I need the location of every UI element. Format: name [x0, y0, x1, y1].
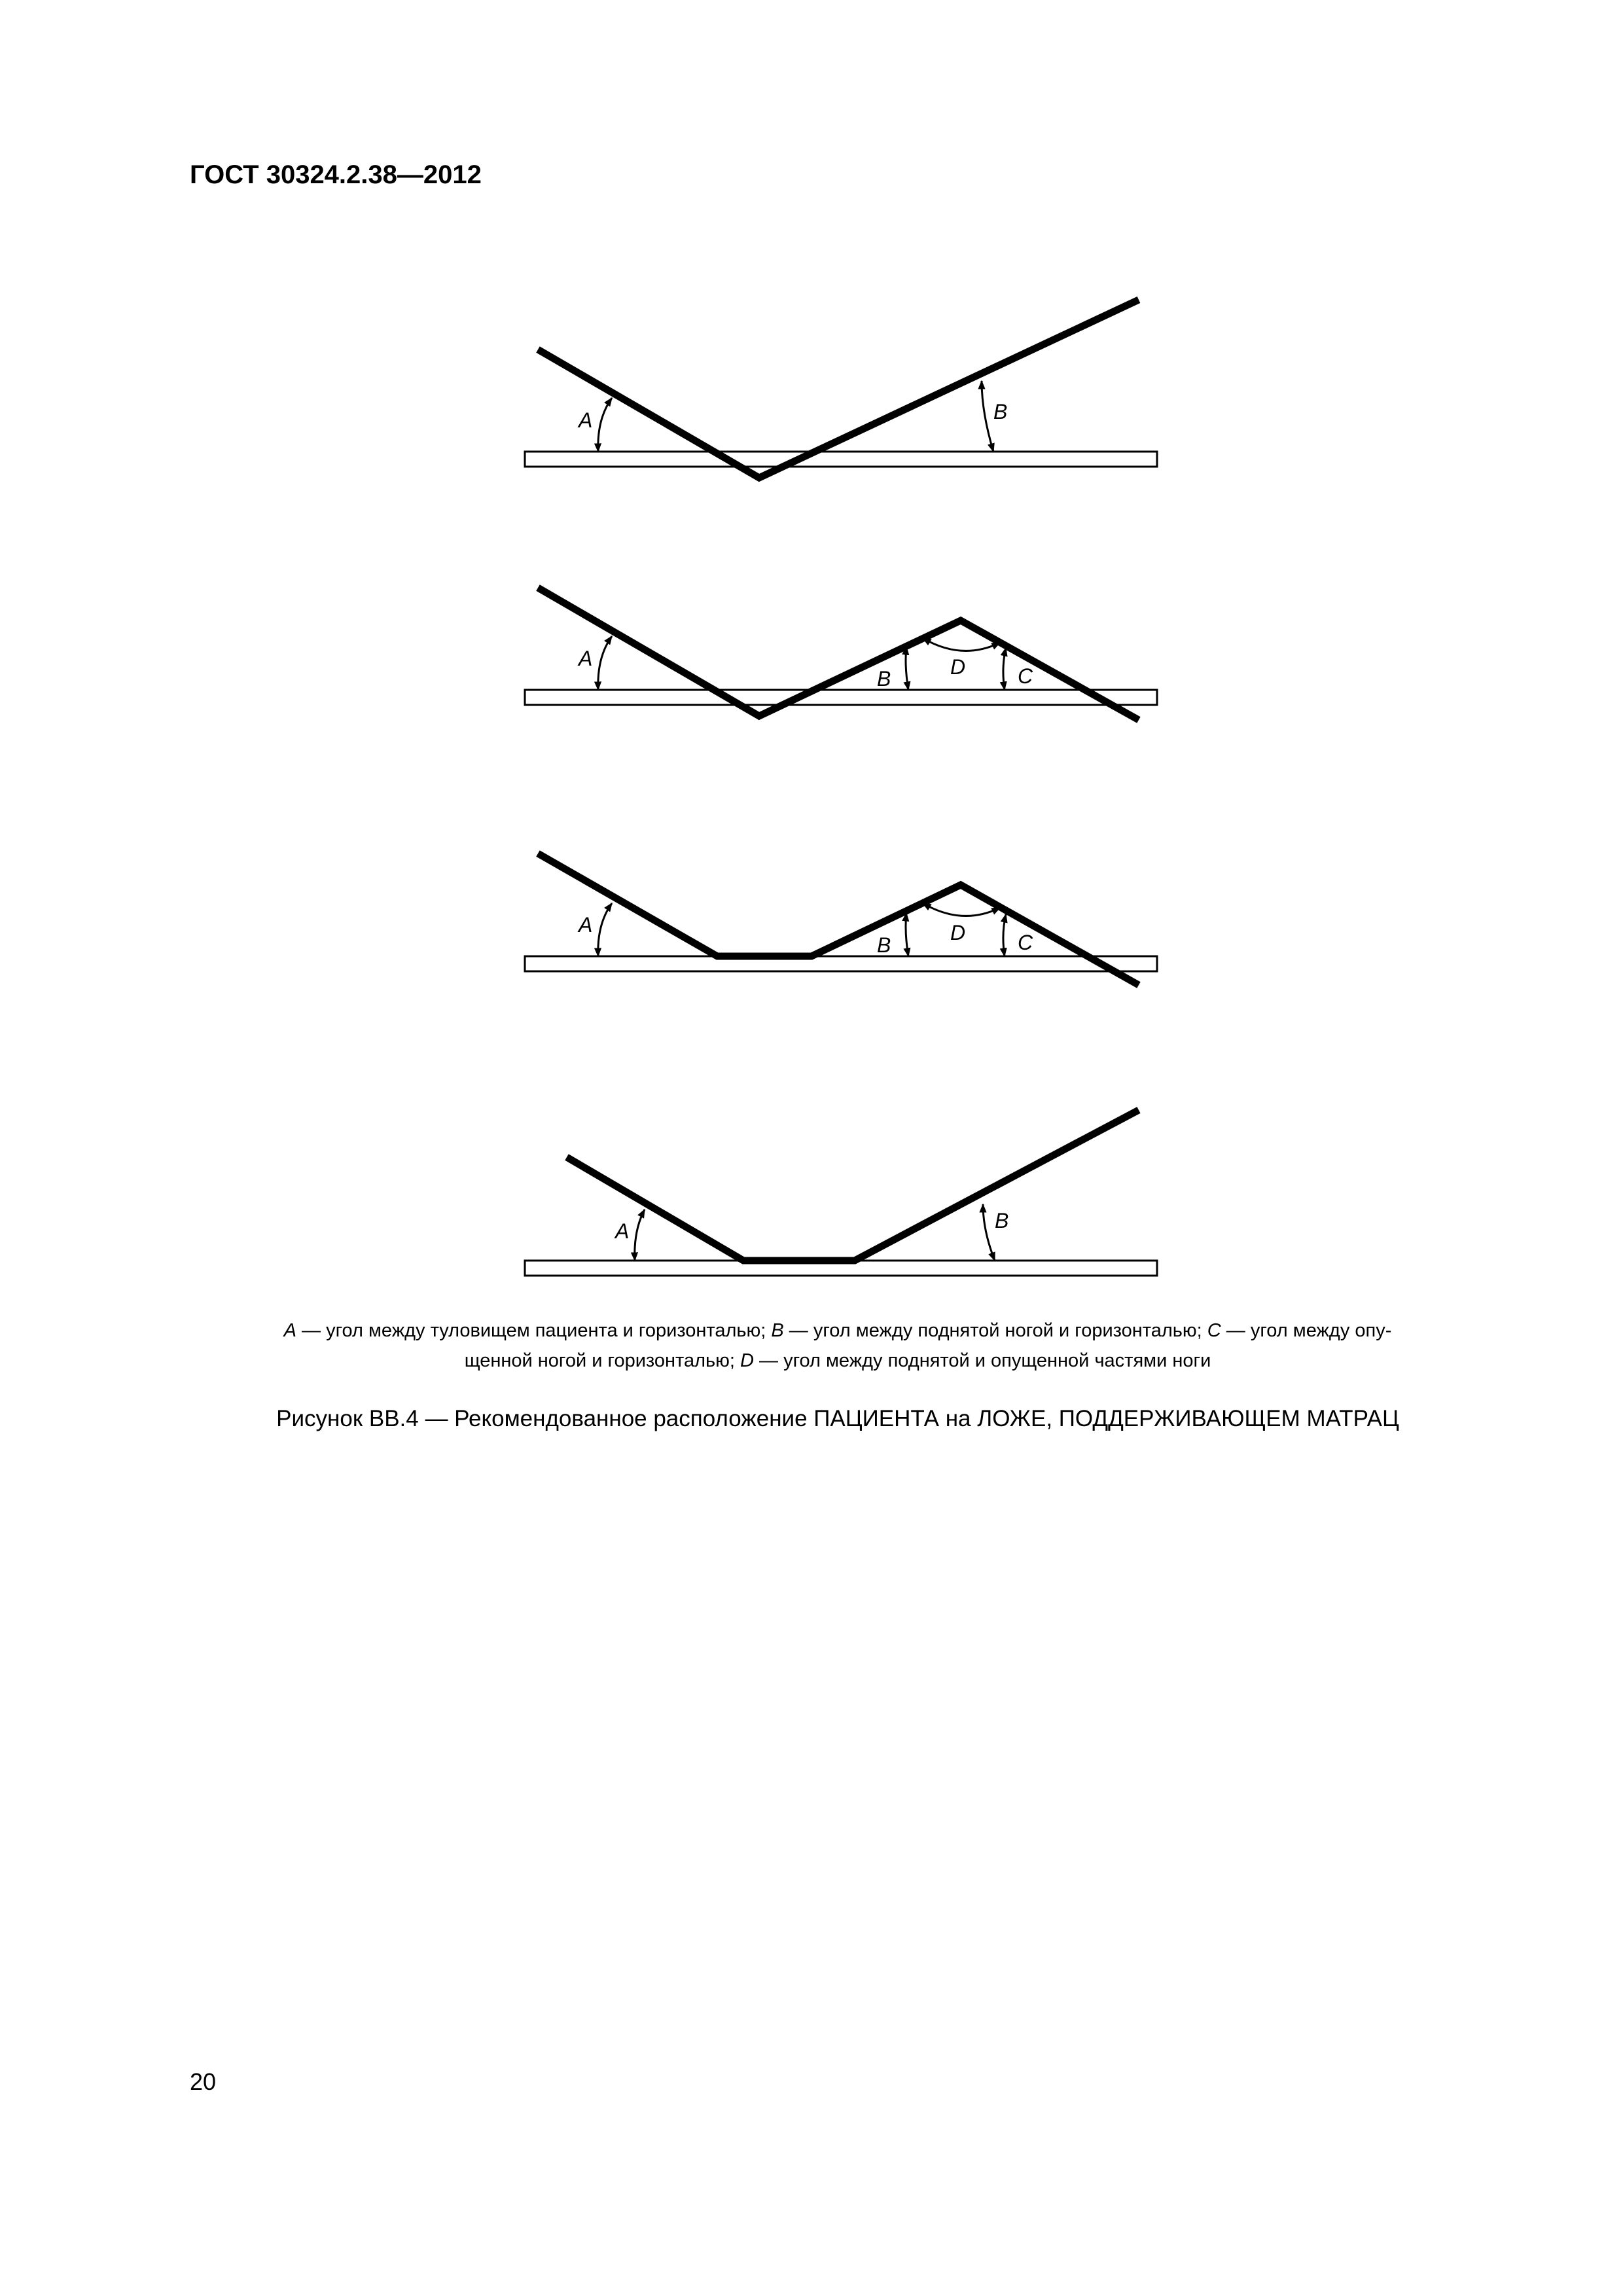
legend-b-text: — угол между поднятой ногой и горизонталью; — [783, 1320, 1207, 1341]
legend-d-text: — угол между поднятой и опущенной частями ноги — [753, 1350, 1211, 1371]
panel-3 — [525, 853, 1157, 985]
panel-1 — [525, 300, 1157, 478]
panel-4 — [525, 1110, 1157, 1276]
angle-c-arc — [1003, 914, 1006, 956]
legend-c-text: — угол между опу- — [1221, 1320, 1392, 1341]
angle-a-label: A — [579, 913, 593, 937]
angle-a-label: A — [615, 1219, 630, 1243]
angle-b-label: B — [877, 667, 891, 691]
angle-b-label: B — [995, 1209, 1009, 1232]
angle-b-label: B — [877, 933, 891, 957]
bed-base — [525, 956, 1157, 971]
legend-d-symbol: D — [740, 1350, 754, 1371]
figure-legend — [196, 1316, 1479, 1376]
document-header: ГОСТ 30324.2.38—2012 — [190, 160, 482, 189]
angle-a-label: A — [579, 408, 593, 432]
legend-c-symbol: C — [1207, 1320, 1221, 1341]
legend-b-symbol: B — [771, 1320, 784, 1341]
angle-c-arc — [1003, 648, 1006, 690]
panel-2 — [525, 588, 1157, 720]
angle-a-arc — [598, 636, 612, 690]
angle-b-arc — [983, 1204, 995, 1261]
angle-b-arc — [906, 647, 908, 690]
angle-b-arc — [982, 381, 993, 452]
angle-d-label: D — [950, 921, 966, 944]
angle-d-arc — [923, 903, 1000, 916]
legend-a-text: — угол между туловищем пациента и горизонталью; — [296, 1320, 772, 1341]
angle-a-arc — [598, 903, 612, 956]
legend-line-1 — [196, 1316, 1479, 1346]
angle-b-label: B — [993, 400, 1008, 423]
page-number: 20 — [190, 2068, 217, 2095]
bed-base — [525, 452, 1157, 467]
patient-profile-line — [567, 1110, 1139, 1261]
angle-a-arc — [598, 398, 612, 452]
angle-b-arc — [906, 913, 908, 956]
angle-c-label: C — [1018, 664, 1033, 688]
legend-c-text-continued: щенной ногой и горизонталью; — [464, 1350, 740, 1371]
angle-a-label: A — [579, 647, 593, 670]
figure-caption: Рисунок ВВ.4 — Рекомендованное расположение ПАЦИЕНТА на ЛОЖЕ, ПОДДЕРЖИВАЮЩЕМ МАТРАЦ — [276, 1406, 1399, 1431]
angle-a-arc — [635, 1210, 645, 1261]
legend-a-symbol: A — [283, 1320, 296, 1341]
angle-c-label: C — [1018, 931, 1033, 954]
bed-base — [525, 690, 1157, 705]
legend-line-2 — [196, 1346, 1479, 1376]
angle-d-label: D — [950, 655, 966, 679]
